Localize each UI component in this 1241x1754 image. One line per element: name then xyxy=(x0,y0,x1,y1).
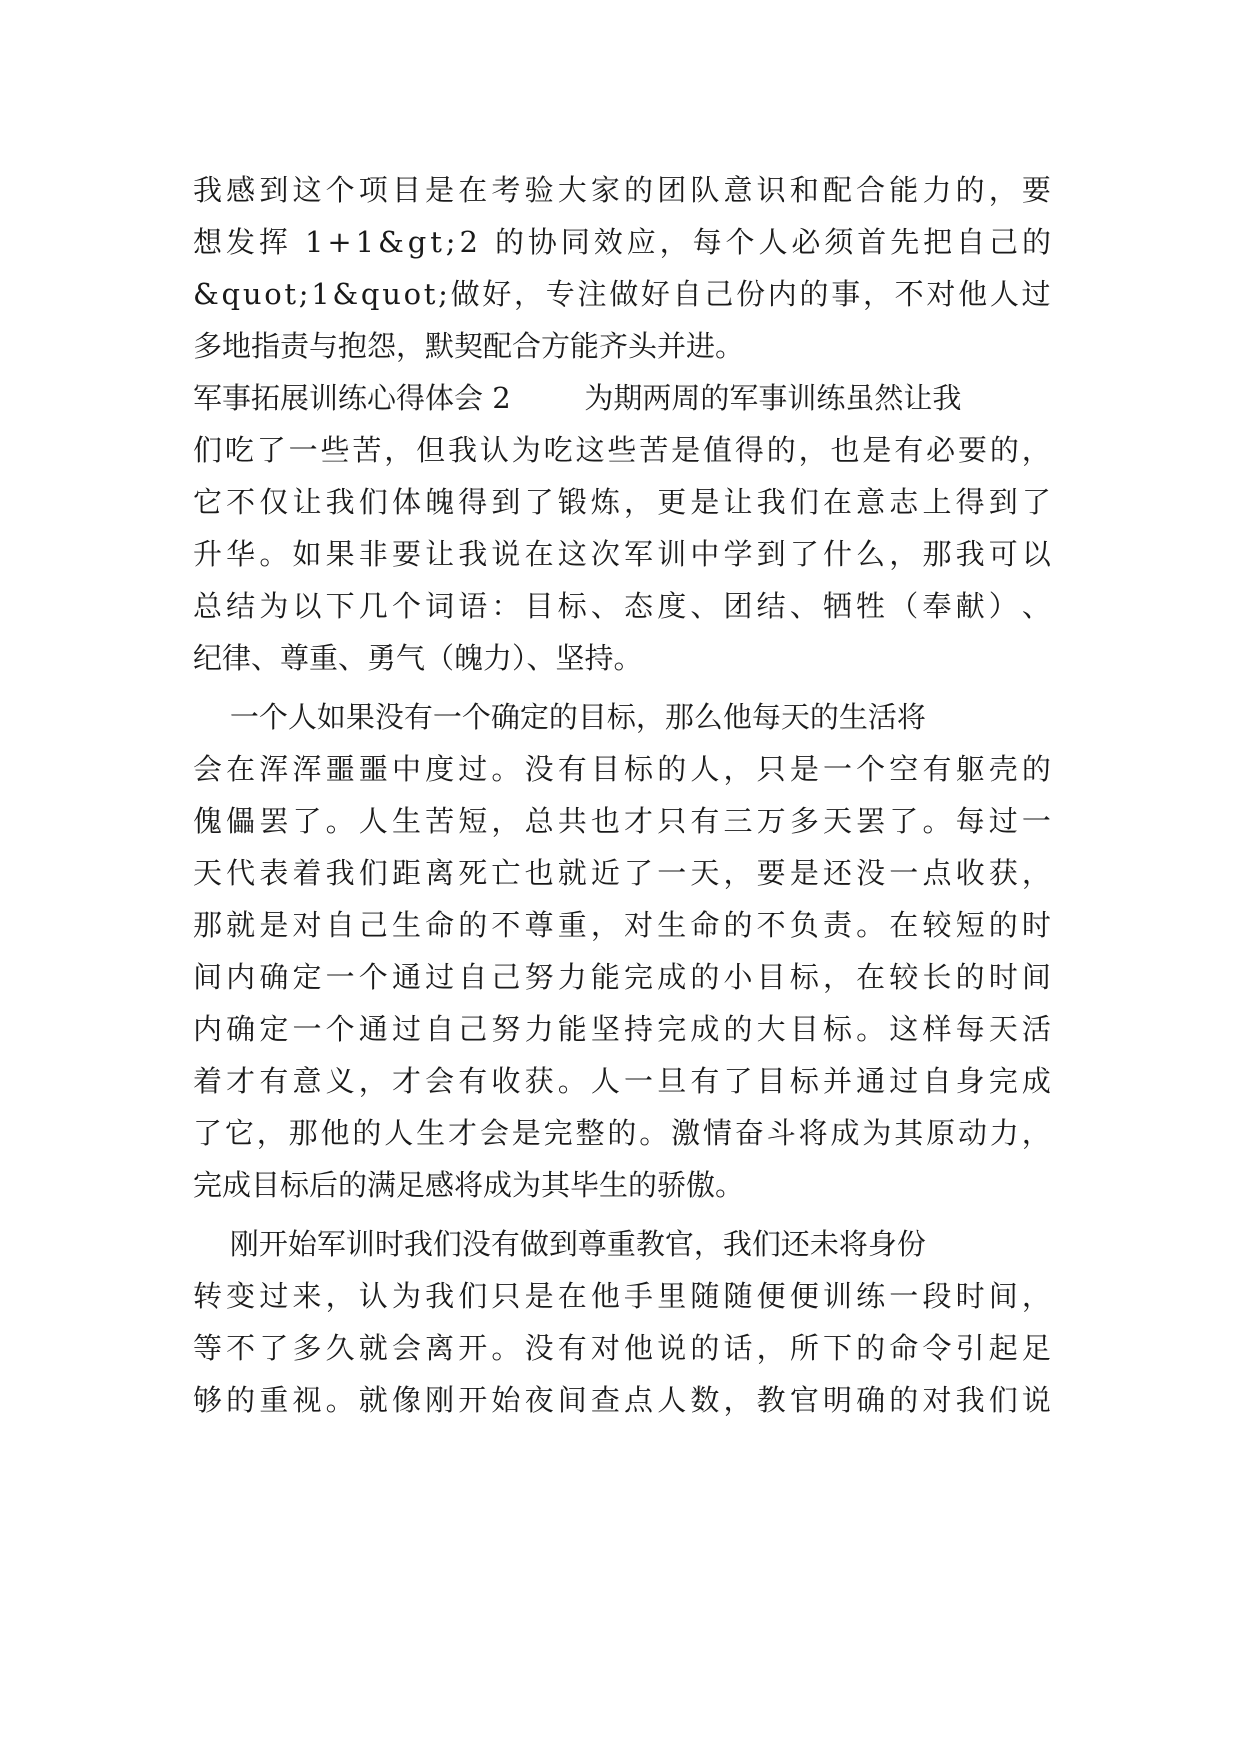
text-line: & q u o t ; 1 & q u o t ; 做 好 ， 专 注 做 好 自 己 份 内 的 事 ， 不 对 他 人 过 xyxy=(193,277,1051,311)
text-line: 它 不 仅 让 我 们 体 魄 得 到 了 锻 炼 ， 更 是 让 我 们 在 意 志 上 得 到 了 xyxy=(193,485,1051,519)
body-text xyxy=(193,164,1051,1426)
text-line: 一个人如果没有一个确定的目标，那么他每天的生活将 xyxy=(193,700,926,734)
text-line: 天 代 表 着 我 们 距 离 死 亡 也 就 近 了 一 天 ， 要 是 还 没 一 点 收 获 ， xyxy=(193,856,1051,890)
text-line: 升 华 。 如 果 非 要 让 我 说 在 这 次 军 训 中 学 到 了 什 么 ， 那 我 可 以 xyxy=(193,537,1051,571)
text-line: 完成目标后的满足感将成为其毕生的骄傲。 xyxy=(193,1168,745,1202)
text-line: 军事拓展训练心得体会 2 为期两周的军事训练虽然让我 xyxy=(193,381,962,415)
text-line: 够 的 重 视 。 就 像 刚 开 始 夜 间 查 点 人 数 ， 教 官 明 确 的 对 我 们 说 xyxy=(193,1383,1051,1417)
text-line: 傀 儡 罢 了 。 人 生 苦 短 ， 总 共 也 才 只 有 三 万 多 天 罢 了 。 每 过 一 xyxy=(193,804,1051,838)
text-line: 总 结 为 以 下 几 个 词 语 ： 目 标 、 态 度 、 团 结 、 牺 牲 （ 奉 献 ） 、 xyxy=(193,589,1051,623)
text-line: 等 不 了 多 久 就 会 离 开 。 没 有 对 他 说 的 话 ， 所 下 的 命 令 引 起 足 xyxy=(193,1331,1051,1365)
text-line: 间 内 确 定 一 个 通 过 自 己 努 力 能 完 成 的 小 目 标 ， 在 较 长 的 时 间 xyxy=(193,960,1051,994)
text-line: 多地指责与抱怨，默契配合方能齐头并进。 xyxy=(193,329,745,363)
text-line: 了 它 ， 那 他 的 人 生 才 会 是 完 整 的 。 激 情 奋 斗 将 成 为 其 原 动 力 ， xyxy=(193,1116,1051,1150)
text-line: 着 才 有 意 义 ， 才 会 有 收 获 。 人 一 旦 有 了 目 标 并 通 过 自 身 完 成 xyxy=(193,1064,1051,1098)
text-line: 那 就 是 对 自 己 生 命 的 不 尊 重 ， 对 生 命 的 不 负 责 。 在 较 短 的 时 xyxy=(193,908,1051,942)
text-line: 纪律、尊重、勇气（魄力）、坚持。 xyxy=(193,641,643,675)
text-line: 会 在 浑 浑 噩 噩 中 度 过 。 没 有 目 标 的 人 ， 只 是 一 个 空 有 躯 壳 的 xyxy=(193,752,1051,786)
text-line: 我 感 到 这 个 项 目 是 在 考 验 大 家 的 团 队 意 识 和 配 合 能 力 的 ， 要 xyxy=(193,173,1051,207)
text-line: 们 吃 了 一 些 苦 ， 但 我 认 为 吃 这 些 苦 是 值 得 的 ， 也 是 有 必 要 的 ， xyxy=(193,433,1051,467)
text-line: 内 确 定 一 个 通 过 自 己 努 力 能 坚 持 完 成 的 大 目 标 。 这 样 每 天 活 xyxy=(193,1012,1051,1046)
text-line: 想 发 挥 1 + 1 & g t ; 2 的 协 同 效 应 ， 每 个 人 必 须 首 先 把 自 己 的 xyxy=(193,225,1051,259)
text-line: 转 变 过 来 ， 认 为 我 们 只 是 在 他 手 里 随 随 便 便 训 练 一 段 时 间 ， xyxy=(193,1279,1051,1313)
text-line: 刚开始军训时我们没有做到尊重教官，我们还未将身份 xyxy=(193,1227,926,1261)
